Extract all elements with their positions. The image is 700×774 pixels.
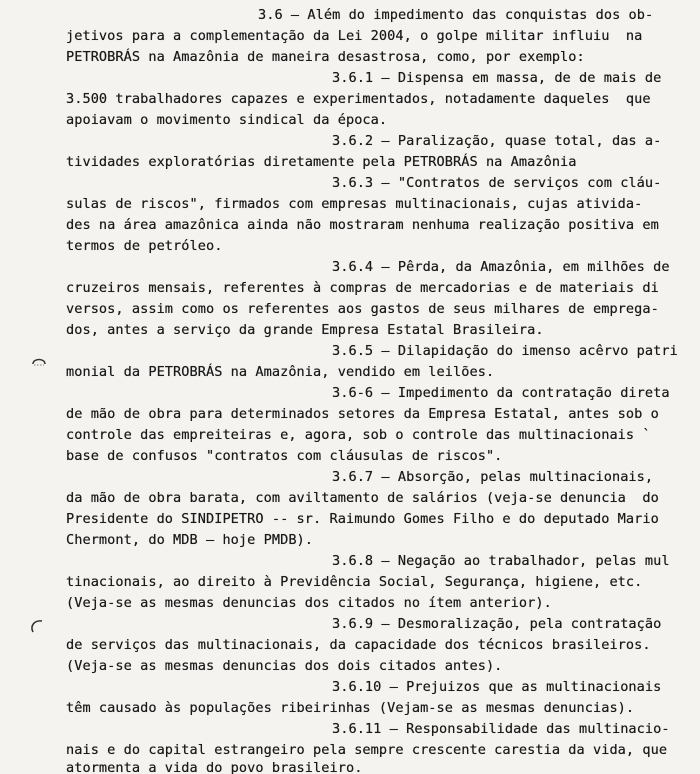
item-3-6-4-line-3: versos, assim como os referentes aos gastos de seus milhares de emprega- [66, 301, 659, 317]
item-3-6-4-line-2: cruzeiros mensais, referentes à compras de mercadorias e de materiais di [66, 280, 659, 296]
item-3-6-9-line-2: de serviços das multinacionais, da capacidade dos técnicos brasileiros. [66, 637, 651, 653]
paragraph-3-6-line-3: PETROBRÁS na Amazônia de maneira desastrosa, como, por exemplo: [66, 49, 585, 65]
item-3-6-2-line-1: 3.6.2 — Paralização, quase total, das a- [332, 133, 662, 149]
item-3-6-8-line-2: tinacionais, ao direito à Previdência Social, Segurança, higiene, etc. [66, 574, 643, 590]
item-3-6-6-line-3: controle das empreiteiras e, agora, sob o controle das multinacionais ` [66, 427, 651, 443]
paragraph-3-6-line-1: 3.6 — Além do impedimento das conquistas dos ob- [258, 7, 654, 23]
item-3-6-6-line-1: 3.6-6 — Impedimento da contratação direta [332, 385, 670, 401]
item-3-6-9-line-1: 3.6.9 — Desmoralização, pela contratação [332, 616, 662, 632]
item-3-6-10-line-2: têm causado às populações ribeirinhas (Vejam-se as mesmas denuncias). [66, 700, 635, 716]
item-3-6-8-line-1: 3.6.8 — Negação ao trabalhador, pelas mul [332, 553, 670, 569]
item-3-6-7-line-4: Chermont, do MDB — hoje PMDB). [66, 532, 314, 548]
cut-off-text-fragment [608, 766, 668, 774]
item-3-6-3-line-1: 3.6.3 — "Contratos de serviços com cláu- [332, 175, 662, 191]
item-3-6-3-line-2: sulas de riscos", firmados com empresas multinacionais, cujas ativida- [66, 196, 643, 212]
item-3-6-7-line-3: Presidente do SINDIPETRO -- sr. Raimundo Gomes Filho e do deputado Mario [66, 511, 659, 527]
item-3-6-11-line-3: atormenta a vida do povo brasileiro. [66, 760, 363, 774]
item-3-6-6-line-2: de mão de obra para determinados setores da Empresa Estatal, antes sob o [66, 406, 659, 422]
item-3-6-10-line-1: 3.6.10 — Prejuizos que as multinacionais [332, 679, 662, 695]
item-3-6-11-line-2: nais e do capital estrangeiro pela sempre crescente carestia da vida, que [66, 742, 668, 758]
item-3-6-6-line-4: base de confusos "contratos com cláusulas de riscos". [66, 448, 503, 464]
item-3-6-9-line-3: (Veja-se as mesmas denuncias dos dois citados antes). [66, 658, 503, 674]
item-3-6-3-line-3: des na área amazônica ainda não mostraram nenhuma realização positiva em [66, 217, 659, 233]
item-3-6-1-line-1: 3.6.1 — Dispensa em massa, de de mais de [332, 70, 662, 86]
item-3-6-4-line-4: dos, antes a serviço da grande Empresa Estatal Brasileira. [66, 322, 544, 338]
item-3-6-5-line-2: monial da PETROBRÁS na Amazônia, vendido em leilões. [66, 364, 495, 380]
item-3-6-1-line-3: apoiavam o movimento sindical da época. [66, 112, 388, 128]
item-3-6-3-line-4: termos de petróleo. [66, 238, 223, 254]
item-3-6-5-line-1: 3.6.5 — Dilapidação do imenso acêrvo patri [332, 343, 678, 359]
item-3-6-2-line-2: tividades exploratórias diretamente pela PETROBRÁS na Amazônia [66, 154, 577, 170]
item-3-6-11-line-1: 3.6.11 — Responsabilidade das multinacio- [332, 721, 670, 737]
punch-hole-mark [30, 353, 48, 371]
item-3-6-8-line-3: (Veja-se as mesmas denuncias dos citados no ítem anterior). [66, 595, 552, 611]
punch-hole-mark [28, 617, 46, 635]
paragraph-3-6-line-2: jetivos para a complementação da Lei 2004, o golpe militar influiu na [66, 28, 643, 44]
item-3-6-7-line-2: da mão de obra barata, com aviltamento de salários (veja-se denuncia do [66, 490, 659, 506]
item-3-6-1-line-2: 3.500 trabalhadores capazes e experimentados, notadamente daqueles que [66, 91, 651, 107]
item-3-6-7-line-1: 3.6.7 — Absorção, pelas multinacionais, [332, 469, 654, 485]
item-3-6-4-line-1: 3.6.4 — Pêrda, da Amazônia, em milhões de [332, 259, 670, 275]
